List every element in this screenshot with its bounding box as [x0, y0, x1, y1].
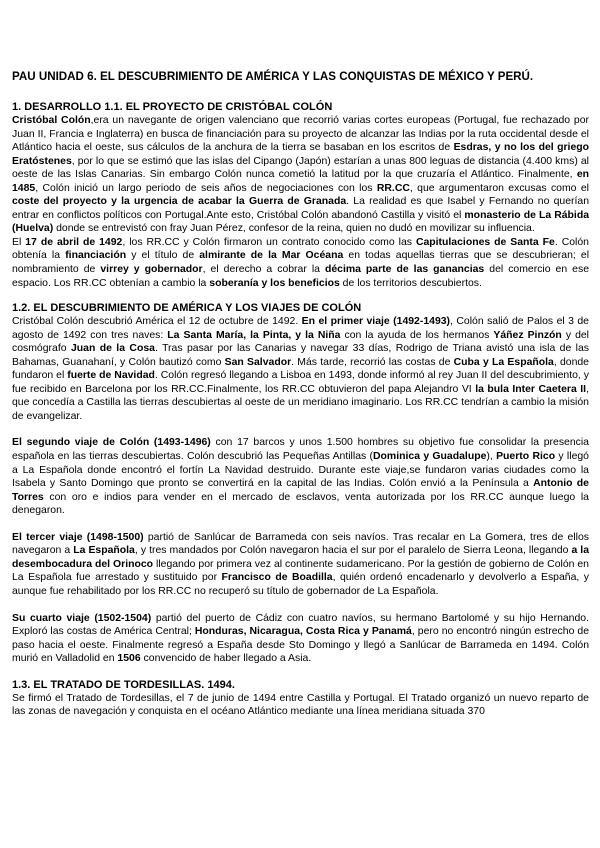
document-title: PAU UNIDAD 6. EL DESCUBRIMIENTO DE AMÉRICA Y LAS CONQUISTAS DE MÉXICO Y PERÚ. [12, 70, 534, 83]
paragraph-primer-viaje: Cristóbal Colón descubrió América el 12 de octubre de 1492. En el primer viaje (1492-1493), Colón salió de Palos el 3 de agosto de 1492 con tres naves: La Santa María, la Pinta, y la Niña con la ayuda de los hermanos Yáñez Pinzón y del cosmógrafo Juan de la Cosa. Tras pasar por las Canarias y navegar 33 días, Rodrigo de Triana avistó una isla de las Bahamas, Guanahaní, y Colón bautizó como San Salvador. Más tarde, recorrió las costas de Cuba y La Española, donde fundaron el fuerte de Navidad. Colón regresó llegando a Lisboa en 1493, donde informó al rey Juan II del descubrimiento, y fue recibido en Barcelona por los RR.CC.Finalmente, los RR.CC obtuvieron del papa Alejandro VI la bula Inter Caetera II, que concedía a Castilla las tierras descubiertas al oeste de un meridiano imaginario. Los RR.CC tendrían a cambio la misión de evangelizar. [12, 316, 590, 422]
paragraph-segundo-viaje: El segundo viaje de Colón (1493-1496) con 17 barcos y unos 1.500 hombres su objetivo fue consolidar la presencia española en las tierras descubiertas. Colón descubrió las Pequeñas Antillas (Dominica y Guadalupe), Puerto Rico y llegó a La Española donde encontró el fortín La Navidad destruido. Durante este viaje,se fundaron varias ciudades como la Isabela y Santo Domingo que pronto se convertirá en la capital de las Indias. Colón envió a la Península a Antonio de Torres con oro e indios para vender en el mercado de esclavos, venta autorizada por los RR.CC aunque luego la denegaron. [12, 437, 589, 517]
paragraph-tercer-viaje: El tercer viaje (1498-1500) partió de Sanlúcar de Barrameda con seis navíos. Tras recalar en La Gomera, tres de ellos navegaron a La Española, y tres mandados por Colón navegaron hacia el sur por el paralelo de Sierra Leona, llegando a la desembocadura del Orinoco llegando por primera vez al continente sudamericano. Por la gestión de gobierno de Colón en La Española fue arrestado y sustituido por Francisco de Boadilla, quién ordenó encadenarlo y devolverlo a España, y aunque fue rehabilitado por los RR.CC no recuperó su título de gobernador de La Española. [12, 531, 589, 597]
document-page [12, 70, 589, 719]
section-title-proyecto-colon: 1. DESARROLLO 1.1. EL PROYECTO DE CRISTÓBAL COLÓN [12, 101, 333, 113]
paragraph-tordesillas: Se firmó el Tratado de Tordesillas, el 7 de junio de 1494 entre Castilla y Portugal. El Tratado organizó un nuevo reparto de las zonas de navegación y conquista en el océano Atlántico mediante una línea meridiana situada 370 [12, 692, 589, 718]
paragraph-capitulaciones: El 17 de abril de 1492, los RR.CC y Colón firmaron un contrato conocido como las Capitulaciones de Santa Fe. Colón obtenía la financiación y el título de almirante de la Mar Océana en todas aquellas tierras que se descubrieran; el nombramiento de virrey y gobernador, el derecho a cobrar la décima parte de las ganancias del comercio en ese espacio. Los RR.CC obtenían a cambio la soberanía y los beneficios de los territorios descubiertos. [12, 236, 590, 289]
section-title-descubrimiento: 1.2. EL DESCUBRIMIENTO DE AMÉRICA Y LOS VIAJES DE COLÓN [12, 302, 362, 315]
paragraph-proyecto-colon: Cristóbal Colón,era un navegante de origen valenciano que recorrió varias cortes europeas (Portugal, fue rechazado por Juan II, Francia e Inglaterra) en busca de financiación para su proyecto de alcanzar las Indias por la ruta occidental desde el Atlántico hacia el oeste, sus cálculos de la anchura de la tierra se basaban en los escritos de Esdras, y no los del griego Eratóstenes, por lo que se estimó que las islas del Cipango (Japón) estarían a unas 800 leguas de distancia (4.400 kms) al oeste de las Islas Canarias. Sin embargo Colón nunca cometió la latitud por la que cruzaría el Atlántico. Finalmente, en 1485, Colón inició un largo periodo de seis años de negociaciones con los RR.CC, que argumentaron excusas como el coste del proyecto y la urgencia de acabar la Guerra de Granada. La realidad es que Isabel y Fernando no querían entrar en conflictos políticos con Portugal.Ante esto, Cristóbal Colón abandonó Castilla y visitó el monasterio de La Rábida (Huelva) donde se entrevistó con fray Juan Pérez, confesor de la reina, quien no dudó en movilizar su influencia. [12, 115, 590, 235]
section-title-tordesillas: 1.3. EL TRATADO DE TORDESILLAS. 1494. [12, 678, 235, 691]
paragraph-cuarto-viaje: Su cuarto viaje (1502-1504) partió del puerto de Cádiz con cuatro navíos, su hermano Bartolomé y su hijo Hernando. Exploró las costas de América Central; Honduras, Nicaragua, Costa Rica y Panamá, pero no encontró ningún estrecho de paso hacia el oeste. Finalmente regresó a España desde Sto Domingo y llegó a Sanlúcar de Barrameda en 1494. Colón murió en Valladolid en 1506 convencido de haber llegado a Asia. [12, 612, 590, 665]
